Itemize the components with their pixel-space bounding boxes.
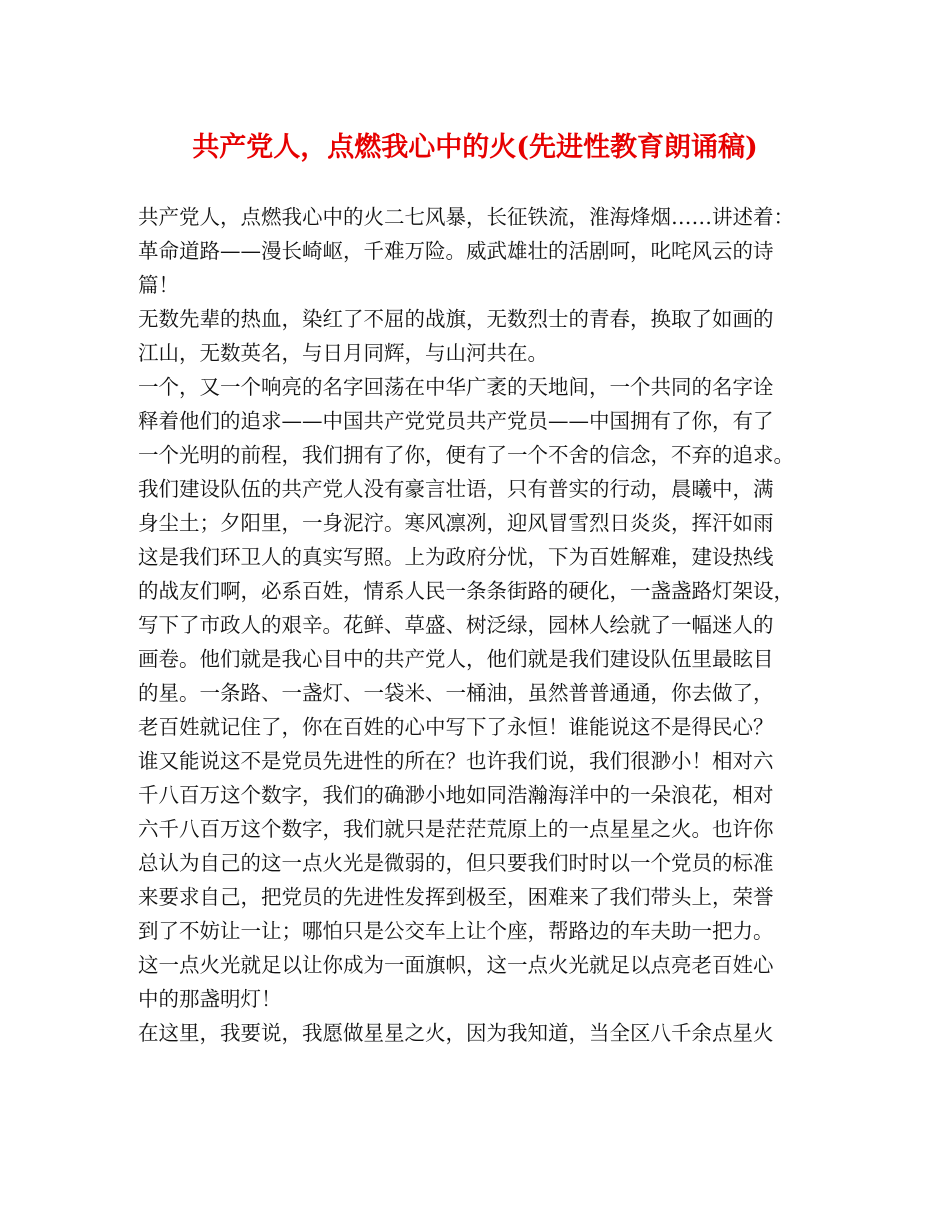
text-line: 中的那盏明灯！ [138,987,282,1011]
text-line: 在这里，我要说，我愿做星星之火，因为我知道，当全区八千余点星火 [138,1021,774,1045]
text-line: 一个，又一个响亮的名字回荡在中华广袤的天地间，一个共同的名字诠 [138,375,774,399]
text-line: 来要求自己，把党员的先进性发挥到极至，困难来了我们带头上，荣誉 [138,885,774,909]
text-line: 这一点火光就足以让你成为一面旗帜，这一点火光就足以点亮老百姓心 [138,953,774,977]
text-line: 这是我们环卫人的真实写照。上为政府分忧，下为百姓解难，建设热线 [138,545,774,569]
text-line: 一个光明的前程，我们拥有了你，便有了一个不舍的信念，不弃的追求。 [138,443,794,467]
text-line: 老百姓就记住了，你在百姓的心中写下了永恒！谁能说这不是得民心？ [138,715,774,739]
document-title: 共产党人，点燃我心中的火(先进性教育朗诵稿) [192,132,758,163]
text-line: 无数先辈的热血，染红了不屈的战旗，无数烈士的青春，换取了如画的 [138,307,774,331]
text-line: 画卷。他们就是我心目中的共产党人，他们就是我们建设队伍里最眩目 [138,647,774,671]
text-line: 的星。一条路、一盏灯、一袋米、一桶油，虽然普普通通，你去做了， [138,681,774,705]
text-line: 我们建设队伍的共产党人没有豪言壮语，只有普实的行动，晨曦中，满 [138,477,774,501]
text-line: 六千八百万这个数字，我们就只是茫茫荒原上的一点星星之火。也许你 [138,817,774,841]
text-line: 到了不妨让一让；哪怕只是公交车上让个座，帮路边的车夫助一把力。 [138,919,774,943]
text-line: 江山，无数英名，与日月同辉，与山河共在。 [138,341,548,365]
text-line: 共产党人，点燃我心中的火二七风暴，长征铁流，淮海烽烟……讲述着： [138,205,794,229]
text-line: 革命道路——漫长崎岖，千难万险。威武雄壮的活剧呵，叱咤风云的诗 [138,239,774,263]
text-line: 释着他们的追求——中国共产党党员共产党员——中国拥有了你，有了 [138,409,774,433]
text-line: 总认为自己的这一点火光是微弱的，但只要我们时时以一个党员的标准 [138,851,774,875]
text-line: 的战友们啊，必系百姓，情系人民一条条街路的硬化，一盏盏路灯架设， [138,579,794,603]
text-line: 谁又能说这不是党员先进性的所在？也许我们说，我们很渺小！相对六 [138,749,774,773]
text-line: 写下了市政人的艰辛。花鲜、草盛、树泛绿，园林人绘就了一幅迷人的 [138,613,774,637]
text-line: 千八百万这个数字，我们的确渺小地如同浩瀚海洋中的一朵浪花，相对 [138,783,774,807]
document-body [138,200,828,1050]
text-line: 篇！ [138,273,179,297]
text-line: 身尘土；夕阳里，一身泥泞。寒风凛冽，迎风冒雪烈日炎炎，挥汗如雨 [138,511,774,535]
